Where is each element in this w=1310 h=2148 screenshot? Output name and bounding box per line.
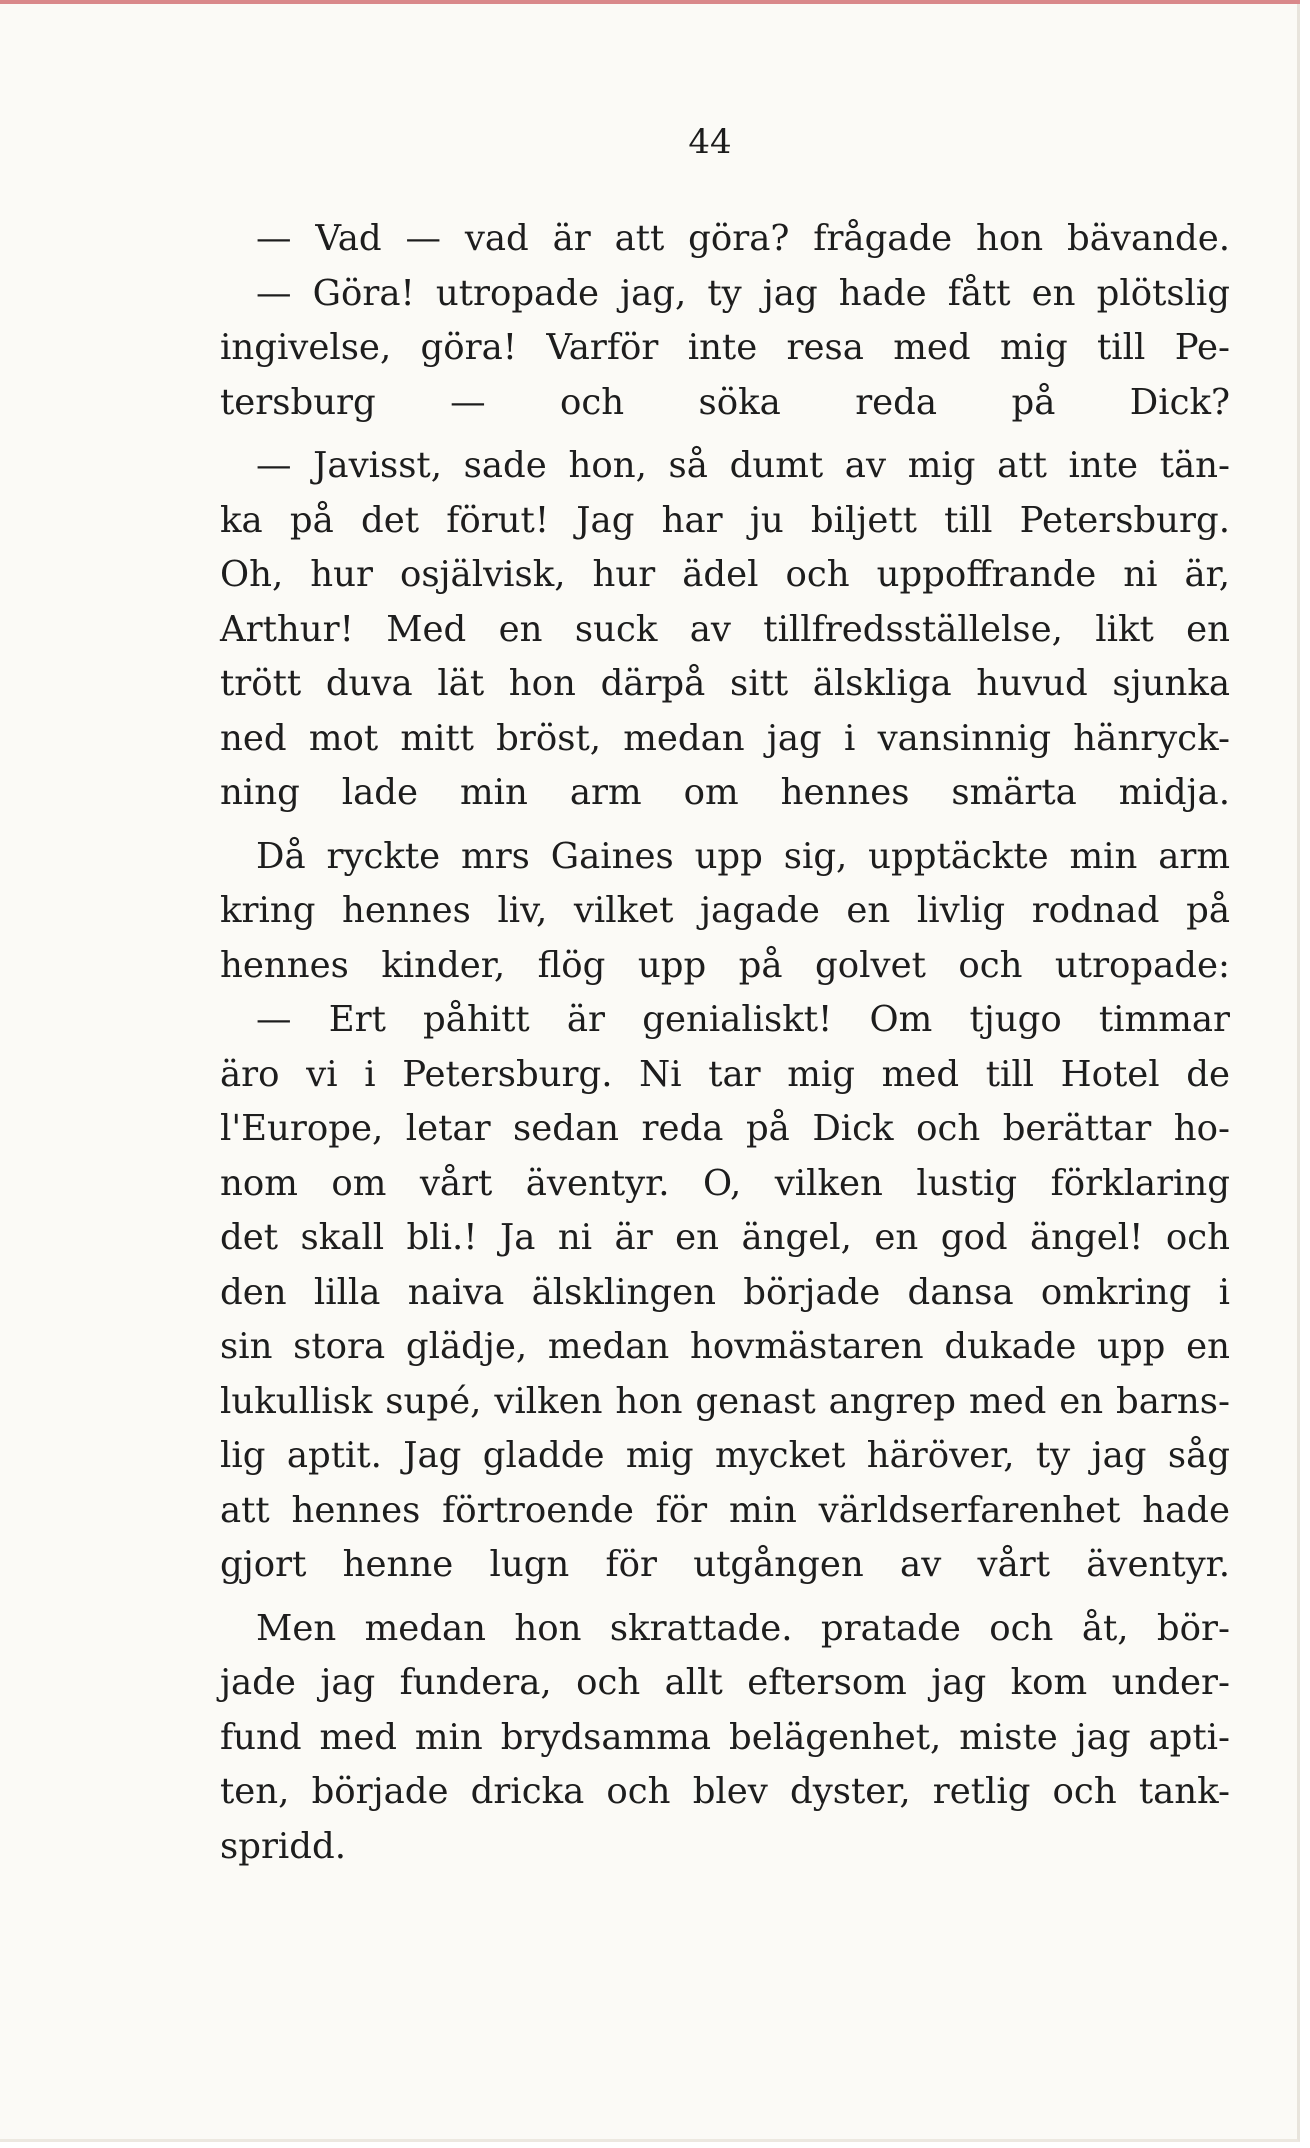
text-line: det skall bli.! Ja ni är en ängel, en god ängel! och bbox=[220, 1217, 1230, 1258]
text-line: Då ryckte mrs Gaines upp sig, upptäckte min arm bbox=[256, 835, 1230, 877]
text-line: den lilla naiva älsklingen började dansa omkring i bbox=[220, 1271, 1230, 1313]
page-number: 44 bbox=[688, 122, 732, 162]
text-line: jade jag fundera, och allt eftersom jag kom under- bbox=[220, 1662, 1230, 1703]
text-line: ned mot mitt bröst, medan jag i vansinnig hänryck- bbox=[220, 717, 1230, 759]
text-line: fund med min brydsamma belägenhet, miste jag apti- bbox=[220, 1716, 1230, 1758]
text-line: att hennes förtroende för min världserfarenhet hade bbox=[220, 1489, 1230, 1531]
text-line: trött duva lät hon därpå sitt älskliga huvud sjunka bbox=[220, 663, 1230, 704]
text-line: Men medan hon skrattade. pratade och åt, bör- bbox=[256, 1607, 1230, 1649]
text-line: lukullisk supé, vilken hon genast angrep med en barns- bbox=[220, 1380, 1230, 1422]
text-line: l'Europe, letar sedan reda på Dick och berättar ho- bbox=[220, 1108, 1230, 1149]
text-line: hennes kinder, flög upp på golvet och utropade: bbox=[220, 944, 1230, 986]
text-line: ingivelse, göra! Varför inte resa med mig till Pe- bbox=[220, 327, 1230, 368]
text-line: sin stora glädje, medan hovmästaren dukade upp en bbox=[220, 1326, 1230, 1367]
text-line: Arthur! Med en suck av tillfredsställelse, likt en bbox=[220, 608, 1230, 650]
text-line: lig aptit. Jag gladde mig mycket häröver, ty jag såg bbox=[220, 1435, 1230, 1476]
text-line: — Ert påhitt är genialiskt! Om tjugo timmar bbox=[256, 999, 1230, 1040]
text-line: spridd. bbox=[220, 1825, 347, 1867]
text-line: kring hennes liv, vilket jagade en livlig rodnad på bbox=[220, 890, 1230, 931]
paragraph bbox=[220, 1602, 1230, 1875]
text-line: — Javisst, sade hon, så dumt av mig att inte tän- bbox=[256, 445, 1230, 486]
text-line: tersburg — och söka reda på Dick? bbox=[220, 381, 1230, 423]
paragraph bbox=[220, 267, 1230, 431]
text-line: äro vi i Petersburg. Ni tar mig med till Hotel de bbox=[220, 1053, 1230, 1095]
text-line: Oh, hur osjälvisk, hur ädel och uppoffrande ni är, bbox=[220, 554, 1230, 595]
text-line: — Vad — vad är att göra? frågade hon bävande. bbox=[256, 218, 1230, 259]
paragraph bbox=[220, 830, 1230, 994]
body-text bbox=[220, 212, 1230, 1874]
text-line: nom om vårt äventyr. O, vilken lustig förklaring bbox=[220, 1162, 1230, 1204]
text-line: — Göra! utropade jag, ty jag hade fått en plötslig bbox=[256, 272, 1230, 314]
text-line: ning lade min arm om hennes smärta midja. bbox=[220, 772, 1230, 813]
text-line: ka på det förut! Jag har ju biljett till Petersburg. bbox=[220, 499, 1230, 541]
paragraph bbox=[220, 993, 1230, 1593]
paragraph bbox=[220, 212, 1230, 267]
text-line: gjort henne lugn för utgången av vårt äventyr. bbox=[220, 1544, 1230, 1585]
paragraph bbox=[220, 439, 1230, 821]
text-line: ten, började dricka och blev dyster, retlig och tank- bbox=[220, 1771, 1230, 1812]
page-top-edge bbox=[0, 0, 1300, 4]
